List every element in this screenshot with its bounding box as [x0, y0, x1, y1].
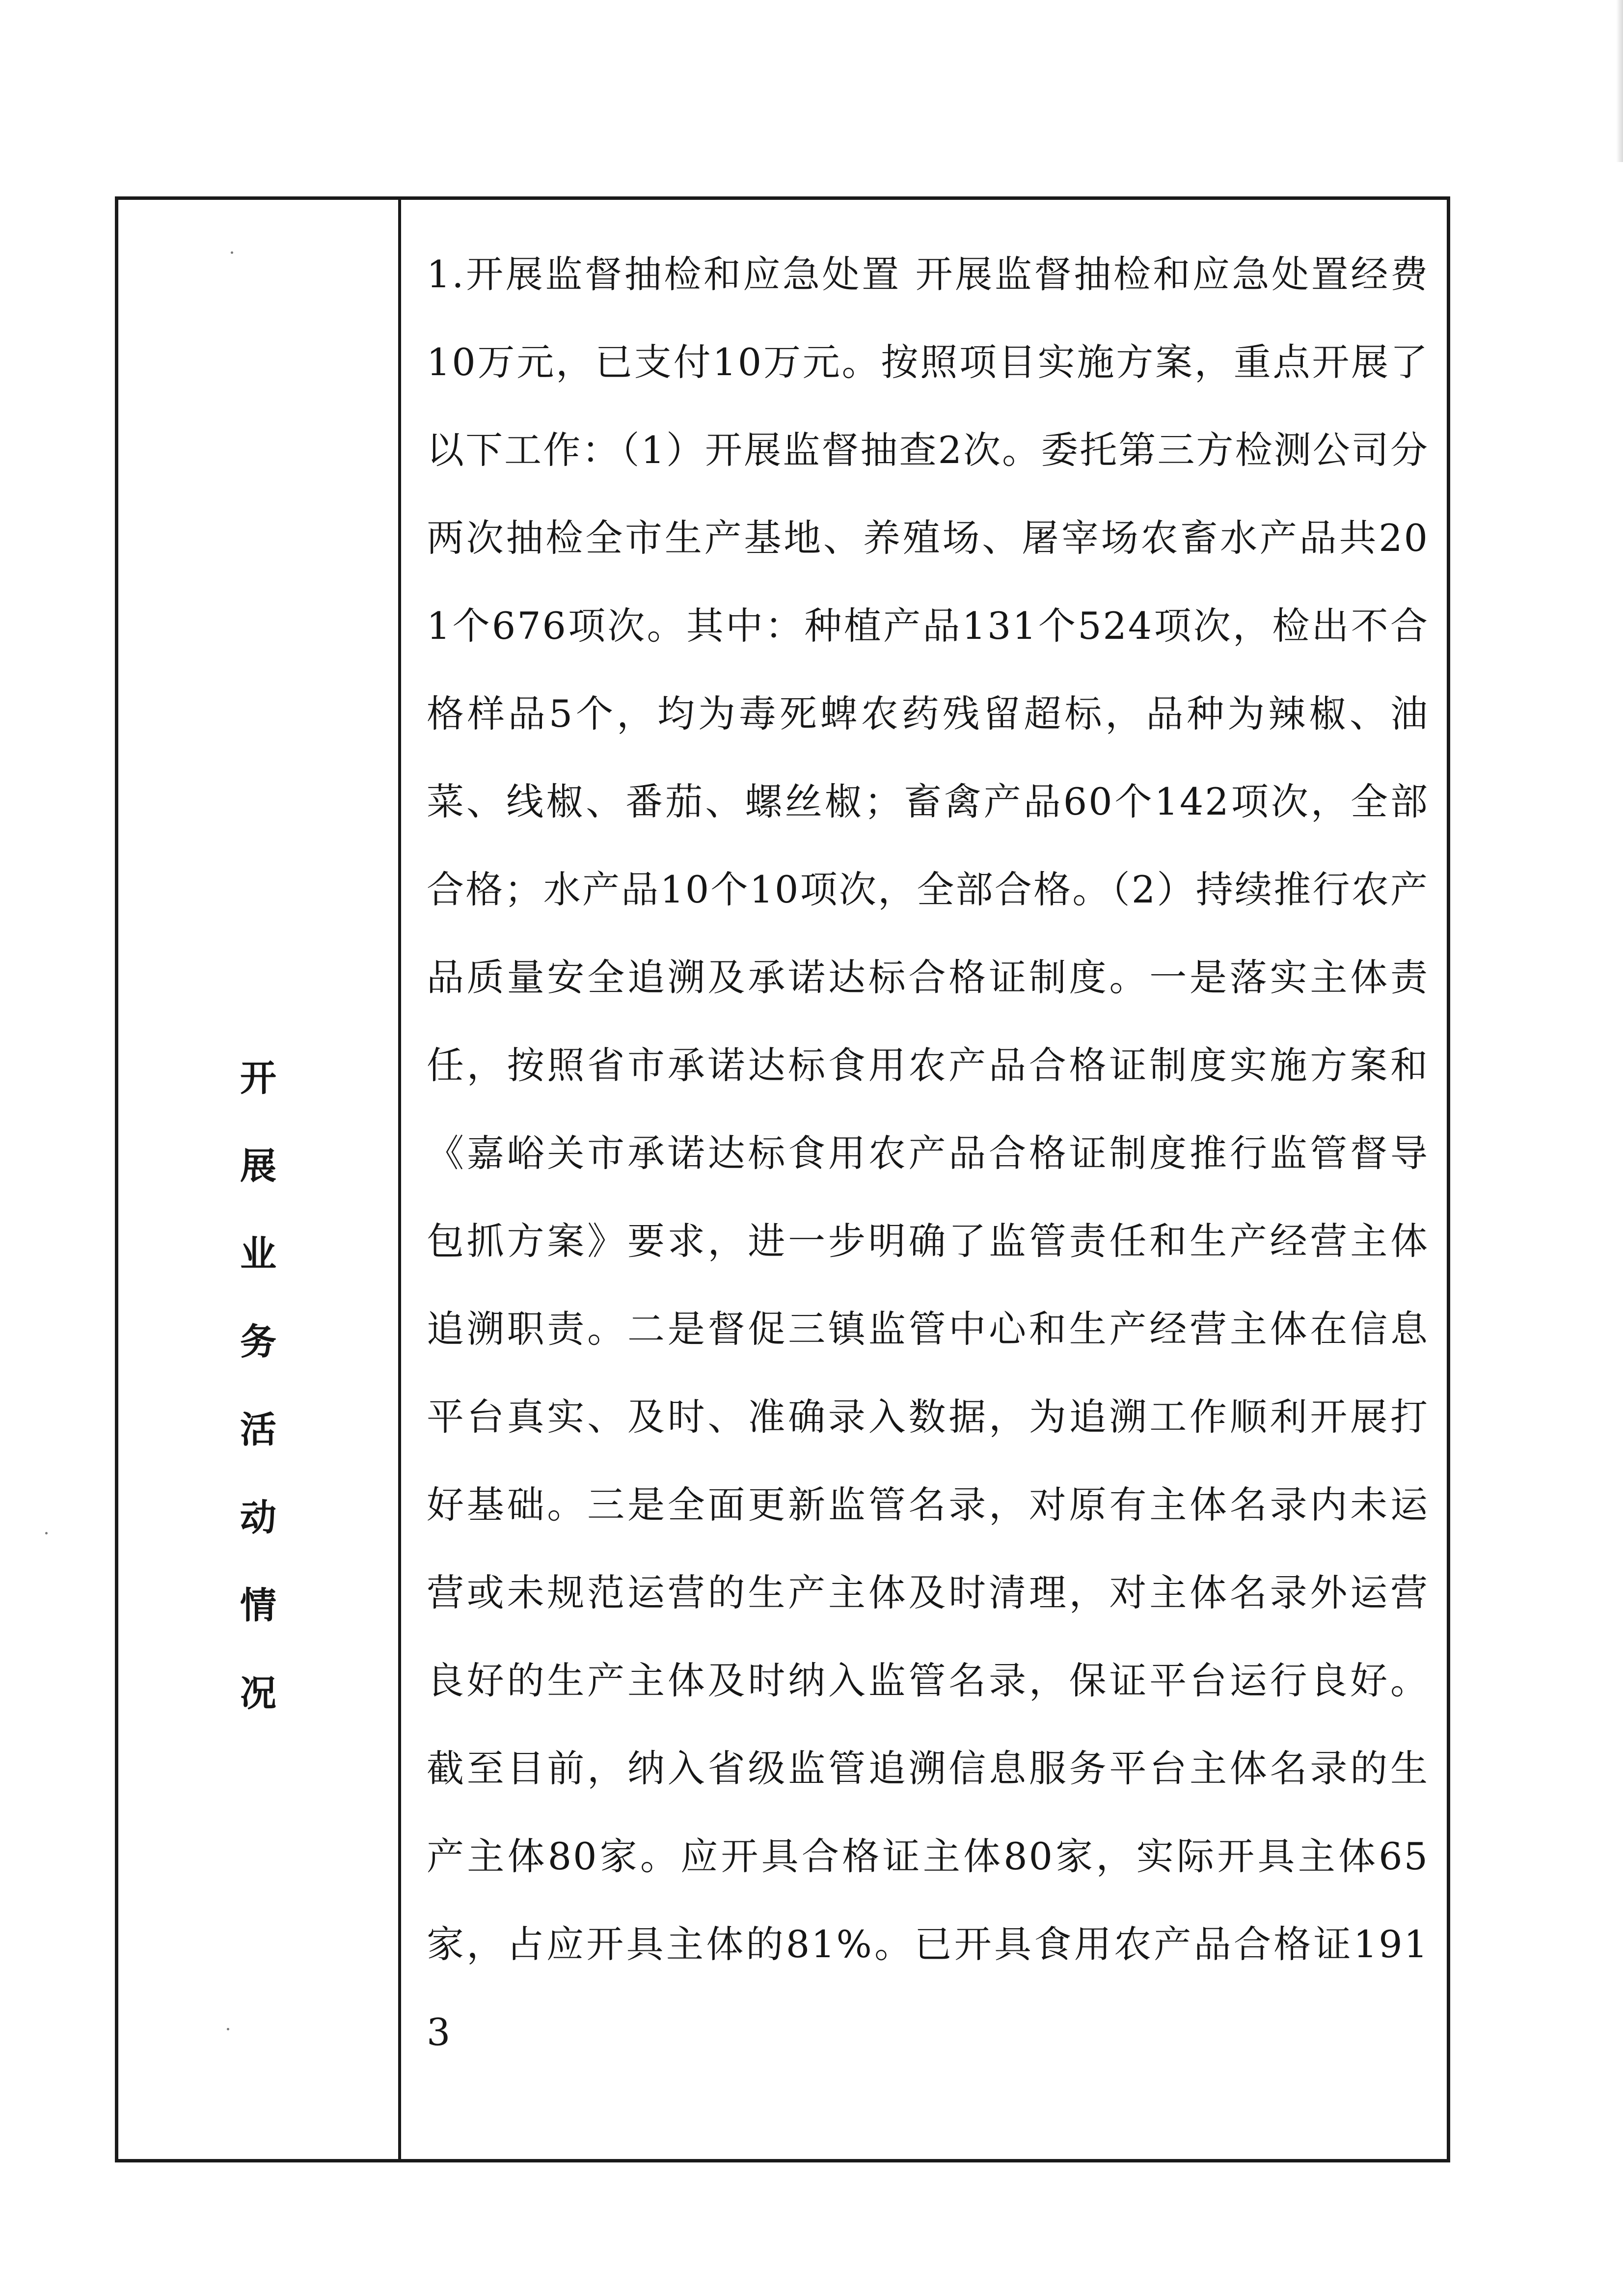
content-cell [401, 200, 1447, 2159]
section-label-char: 务 [240, 1321, 276, 1363]
section-label-char: 况 [240, 1672, 276, 1715]
section-label-char: 活 [240, 1409, 276, 1451]
section-label-char: 情 [240, 1585, 276, 1627]
scan-speck [45, 1532, 48, 1534]
section-label-char: 开 [240, 1057, 276, 1099]
section-label-char: 动 [240, 1497, 276, 1539]
body-paragraph: 1.开展监督抽检和应急处置 开展监督抽检和应急处置经费10万元，已支付10万元。按照项目实施方案，重点开展了以下工作：（1）开展监督抽查2次。委托第三方检测公司分两次抽检全市生产基地、养殖场、屠宰场农畜水产品共201个676项次。其中：种植产品131个524项次，检出不合格样品5个，均为毒死蜱农药残留超标，品种为辣椒、油菜、线椒、番茄、螺丝椒；畜禽产品60个142项次，全部合格；水产品10个10项次，全部合格。（2）持续推行农产品质量安全追溯及承诺达标合格证制度。一是落实主体责任，按照省市承诺达标食用农产品合格证制度实施方案和《嘉峪关市承诺达标食用农产品合格证制度推行监管督导包抓方案》要求，进一步明确了监管责任和生产经营主体追溯职责。二是督促三镇监管中心和生产经营主体在信息平台真实、及时、准确录入数据，为追溯工作顺利开展打好基础。三是全面更新监管名录，对原有主体名录内未运营或未规范运营的生产主体及时清理，对主体名录外运营良好的生产主体及时纳入监管名录，保证平台运行良好。截至目前，纳入省级监管追溯信息服务平台主体名录的生产主体80家。应开具合格证主体80家，实际开具主体65家，占应开具主体的81%。已开具食用农产品合格证1913 [427, 252, 1429, 2054]
form-table [115, 196, 1450, 2162]
section-label-char: 业 [240, 1233, 276, 1275]
scan-edge-shadow [1616, 0, 1623, 162]
section-label-char: 展 [240, 1145, 276, 1187]
section-label-cell [118, 200, 401, 2159]
section-label [118, 1035, 398, 1738]
